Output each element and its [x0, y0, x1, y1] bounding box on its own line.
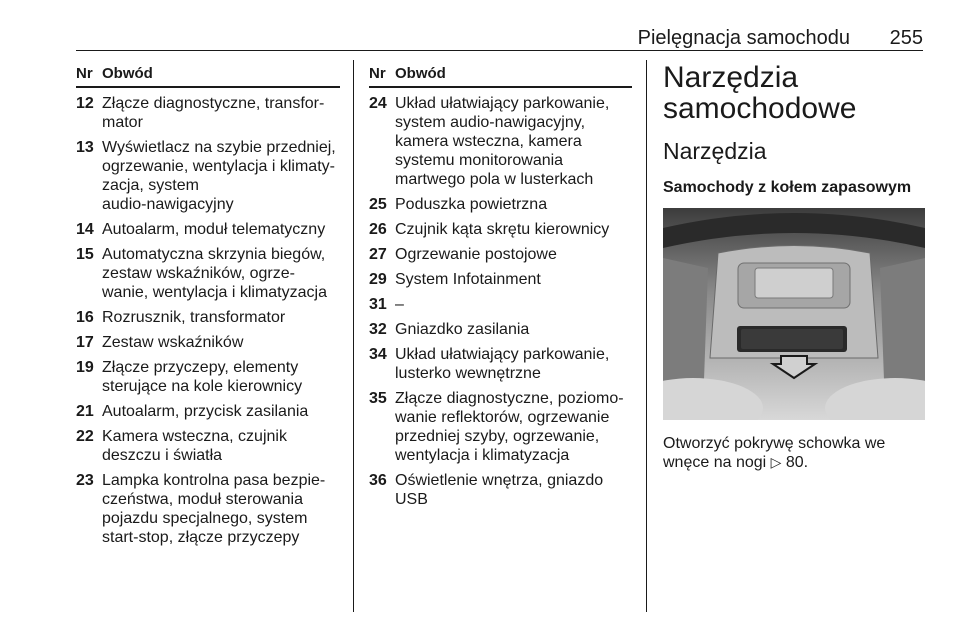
circuit-description: Układ ułatwiający parkowanie, lusterko wewnętrzne — [395, 346, 610, 382]
page-number: 255 — [889, 27, 923, 49]
fuse-number: 23 — [76, 472, 94, 489]
column-divider-right — [646, 60, 647, 612]
page-header — [0, 0, 960, 50]
section-subsubtitle: Samochody z kołem zapasowym — [663, 179, 912, 196]
table-row — [369, 389, 632, 465]
section-title: Narzędzia samochodowe — [663, 61, 857, 125]
fuse-number: 36 — [369, 472, 387, 489]
circuit-description: Zestaw wskaźników — [102, 334, 244, 351]
fuse-number: 25 — [369, 196, 387, 213]
fuse-number: 22 — [76, 428, 94, 445]
fuse-number: 14 — [76, 221, 94, 238]
circuit-description: Autoalarm, moduł telematyczny — [102, 221, 326, 238]
header-circuit: Obwód — [102, 65, 153, 82]
header-rule — [76, 50, 923, 51]
circuit-description: Oświetlenie wnętrza, gniazdo USB — [395, 472, 604, 508]
header-title: Pielęgnacja samochodu — [637, 27, 850, 49]
table-row — [76, 402, 340, 421]
fuse-number: 31 — [369, 296, 387, 313]
fuse-number: 35 — [369, 390, 387, 407]
table-row — [369, 345, 632, 383]
fuse-number: 12 — [76, 95, 94, 112]
footwell-storage-photo — [663, 208, 925, 420]
fuse-number: 19 — [76, 359, 94, 376]
circuit-description: Automatyczna skrzynia biegów, zestaw wskaźników, ogrze- wanie, wentylacja i klimatyzacja — [102, 246, 327, 301]
fuse-number: 32 — [369, 321, 387, 338]
fuse-number: 27 — [369, 246, 387, 263]
table-row — [76, 333, 340, 352]
table-row — [76, 358, 340, 396]
fuse-number: 21 — [76, 403, 94, 420]
circuit-description: Poduszka powietrzna — [395, 196, 548, 213]
table-row — [76, 427, 340, 465]
table-row — [76, 94, 340, 132]
caption-text: Otworzyć pokrywę schowka we wnęce na nogi — [663, 435, 886, 471]
circuit-description: Lampka kontrolna pasa bezpie- czeństwa, moduł sterowania pojazdu specjalnego, system start-stop, złącze przyczepy — [102, 472, 326, 546]
table-row — [76, 308, 340, 327]
circuit-description: Ogrzewanie postojowe — [395, 246, 557, 263]
fuse-number: 16 — [76, 309, 94, 326]
fuse-number: 26 — [369, 221, 387, 238]
circuit-description: Czujnik kąta skrętu kierownicy — [395, 221, 610, 238]
header-nr: Nr — [76, 65, 93, 82]
circuit-description: Gniazdko zasilania — [395, 321, 530, 338]
circuit-description: Układ ułatwiający parkowanie, system audio-nawigacyjny, kamera wsteczna, kamera systemu monitorowania martwego pola w lusterkach — [395, 95, 610, 188]
table-row — [369, 295, 632, 314]
header-nr: Nr — [369, 65, 386, 82]
header-circuit: Obwód — [395, 65, 446, 82]
circuit-description: Rozrusznik, transformator — [102, 309, 286, 326]
table-row — [76, 138, 340, 214]
table-header — [76, 64, 340, 88]
circuit-description: Złącze przyczepy, elementy sterujące na kole kierownicy — [102, 359, 303, 395]
table-row — [76, 471, 340, 547]
footwell-storage-illustration — [663, 208, 925, 420]
circuit-description: Złącze diagnostyczne, transfor- mator — [102, 95, 325, 131]
fuse-number: 29 — [369, 271, 387, 288]
fuse-table-left — [76, 64, 340, 553]
circuit-description: – — [395, 296, 404, 313]
fuse-number: 17 — [76, 334, 94, 351]
circuit-description: Złącze diagnostyczne, poziomo- wanie reflektorów, ogrzewanie przedniej szyby, ogrzewanie, wentylacja i klimatyzacja — [395, 390, 624, 464]
page-reference-link[interactable]: 80. — [785, 454, 809, 471]
fuse-number: 24 — [369, 95, 387, 112]
circuit-description: Kamera wsteczna, czujnik deszczu i światła — [102, 428, 287, 464]
table-row — [369, 471, 632, 509]
section-subtitle: Narzędzia — [663, 138, 767, 164]
photo-caption — [663, 434, 925, 472]
circuit-description: System Infotainment — [395, 271, 541, 288]
fuse-number: 34 — [369, 346, 387, 363]
circuit-description: Autoalarm, przycisk zasilania — [102, 403, 309, 420]
table-row — [369, 94, 632, 189]
table-row — [369, 220, 632, 239]
table-row — [369, 195, 632, 214]
table-rows — [76, 88, 340, 547]
table-row — [76, 245, 340, 302]
circuit-description: Wyświetlacz na szybie przedniej, ogrzewanie, wentylacja i klimaty- zacja, system audio-nawigacyjny — [102, 139, 336, 213]
table-header — [369, 64, 632, 88]
table-row — [369, 270, 632, 289]
table-row — [369, 320, 632, 339]
table-row — [369, 245, 632, 264]
tools-section — [663, 62, 925, 472]
fuse-number: 13 — [76, 139, 94, 156]
column-divider-left — [353, 60, 354, 612]
triangle-right-outline-icon: ▷ — [770, 454, 782, 470]
table-row — [76, 220, 340, 239]
fuse-number: 15 — [76, 246, 94, 263]
fuse-table-right — [369, 64, 632, 515]
table-rows — [369, 88, 632, 509]
